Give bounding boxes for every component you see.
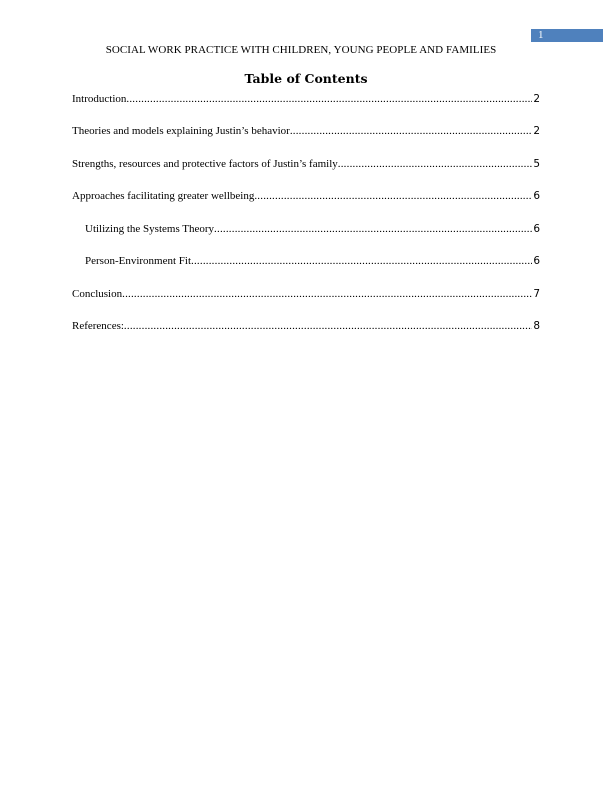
dot-leader xyxy=(122,287,532,301)
toc-entry-references[interactable] xyxy=(72,319,540,333)
toc-entry-text: Approaches facilitating greater wellbeing xyxy=(72,190,255,202)
toc-entry-text: Utilizing the Systems Theory xyxy=(85,223,215,235)
toc-entry-text: Introduction xyxy=(72,93,127,105)
running-head: SOCIAL WORK PRACTICE WITH CHILDREN, YOUNG PEOPLE AND FAMILIES xyxy=(105,44,497,56)
toc-entry-approaches[interactable] xyxy=(72,189,540,203)
dot-leader xyxy=(126,92,532,106)
toc-entry-introduction[interactable] xyxy=(72,92,540,106)
dot-leader xyxy=(191,254,532,268)
toc-entry-theories[interactable] xyxy=(72,124,540,138)
toc-entry-conclusion[interactable] xyxy=(72,287,540,301)
page-number-badge xyxy=(531,29,603,42)
toc-entry-person-environment-fit[interactable] xyxy=(85,254,540,268)
dot-leader xyxy=(214,222,532,236)
toc-entry-text: References: xyxy=(72,320,124,332)
dot-leader xyxy=(290,124,532,138)
dot-leader xyxy=(338,157,533,171)
toc-entry-text: Person-Environment Fit xyxy=(85,255,192,267)
toc-entry-systems-theory[interactable] xyxy=(85,222,540,236)
toc-entry-text: Strengths, resources and protective factors of Justin’s family xyxy=(72,158,338,170)
toc-entry-page: 6 xyxy=(533,190,540,202)
toc-title: Table of Contents xyxy=(244,71,368,86)
page-number: 1 xyxy=(538,29,544,41)
toc-entry-strengths[interactable] xyxy=(72,157,540,171)
dot-leader xyxy=(124,319,532,333)
toc-entry-page: 6 xyxy=(533,223,540,235)
toc-entry-text: Theories and models explaining Justin’s behavior xyxy=(72,125,290,137)
toc-entry-page: 7 xyxy=(533,288,540,300)
toc-entry-page: 6 xyxy=(533,255,540,267)
toc-entry-page: 2 xyxy=(533,93,540,105)
toc-entry-text: Conclusion xyxy=(72,288,123,300)
toc-entry-page: 2 xyxy=(533,125,540,137)
toc-entry-page: 8 xyxy=(533,320,540,332)
toc-entry-page: 5 xyxy=(533,158,540,170)
dot-leader xyxy=(254,189,532,203)
